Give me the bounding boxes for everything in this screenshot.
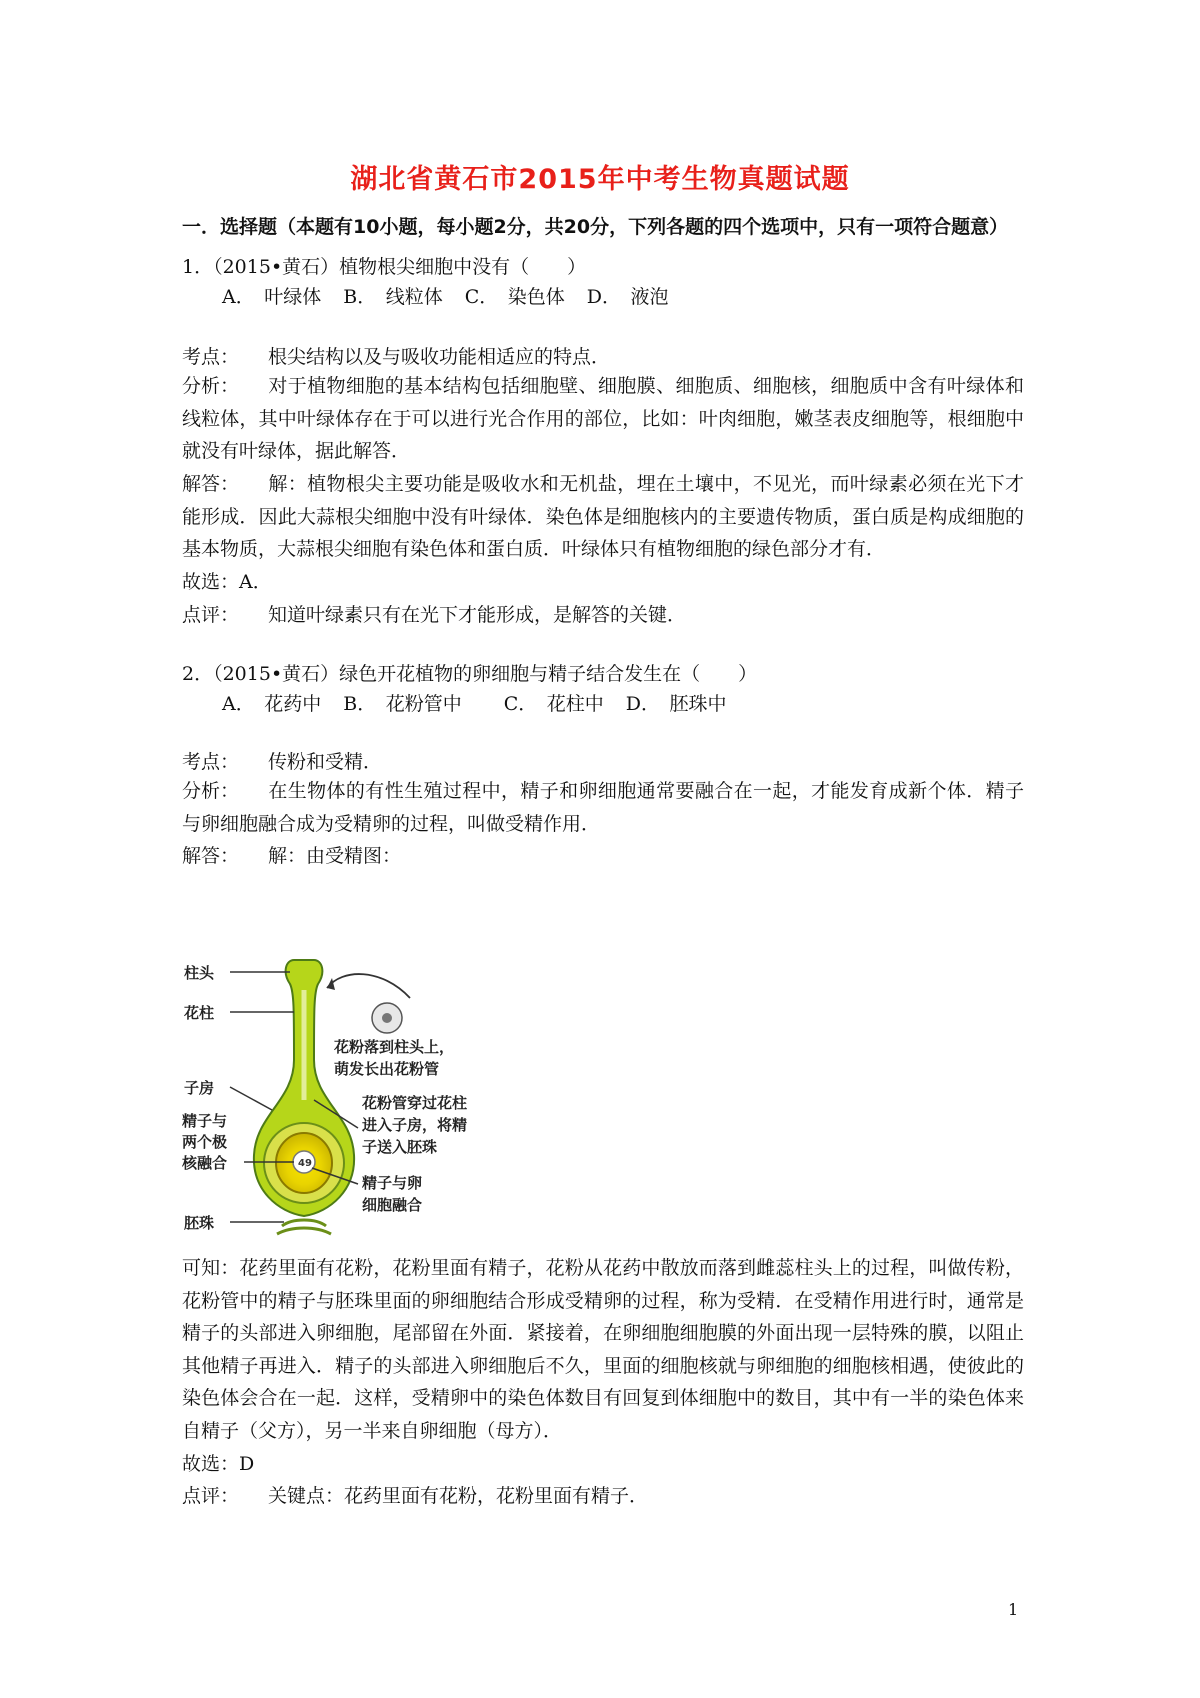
q2-conclusion: 可知：花药里面有花粉，花粉里面有精子，花粉从花药中散放而落到雌蕊柱头上的过程，叫做传粉，花粉管中的精子与胚珠里面的卵细胞结合形成受精卵的过程，称为受精．在受精作用进行时，通常是精子的头部进入卵细胞，尾部留在外面．紧接着，在卵细胞细胞膜的外面出现一层特殊的膜，以阻止其他精子再进入．精子的头部进入卵细胞后不久，里面的细胞核就与卵细胞的细胞核相遇，使彼此的染色体会合在一起．这样，受精卵中的染色体数目有回复到体细胞中的数目，其中有一半的染色体来自精子（父方），另一半来自卵细胞（母方）． [182,1257,1024,1442]
option-a: A． 花药中 [222,693,322,715]
option-a: A． 叶绿体 [222,286,322,308]
section-heading: 一．选择题（本题有10小题，每小题2分，共20分，下列各题的四个选项中，只有一项符合题意） [182,216,1009,238]
svg-text:49: 49 [298,1158,312,1169]
label-style: 花柱 [184,1004,215,1022]
label-into-ovary: 进入子房，将精 [362,1116,468,1134]
arrow-head [327,978,335,990]
question-2-options [222,688,748,720]
question-1-options [222,281,690,313]
dianping-label: 点评： [182,1485,240,1507]
kaodian-text: 传粉和受精． [268,751,383,773]
jieda-text: 解：植物根尖主要功能是吸收水和无机盐，埋在土壤中，不见光，而叶绿素必须在光下才能形成．因此大蒜根尖细胞中没有叶绿体．染色体是细胞核内的主要遗传物质，蛋白质是构成细胞的基本物质，大蒜根尖细胞有染色体和蛋白质．叶绿体只有植物细胞的绿色部分才有． [182,473,1024,560]
q2-jieda [182,840,1022,872]
question-1-stem: 1．（2015•黄石）植物根尖细胞中没有（ ） [182,256,587,278]
option-d: D． 胚珠中 [625,693,727,715]
dianping-text: 知道叶绿素只有在光下才能形成，是解答的关键． [268,604,687,626]
option-d: D． 液泡 [586,286,669,308]
pollen-grain-icon [372,1003,402,1033]
label-stigma: 柱头 [184,964,215,982]
fenxi-label: 分析： [182,780,240,802]
kaodian-text: 根尖结构以及与吸收功能相适应的特点． [268,346,611,368]
kaodian-label: 考点： [182,751,240,773]
question-2-stem: 2．（2015•黄石）绿色开花植物的卵细胞与精子结合发生在（ ） [182,663,758,685]
fenxi-text: 对于植物细胞的基本结构包括细胞壁、细胞膜、细胞质、细胞核，细胞质中含有叶绿体和线粒体，其中叶绿体存在于可以进行光合作用的部位，比如：叶肉细胞，嫩茎表皮细胞等，根细胞中就没有叶绿体，据此解答． [182,375,1024,462]
option-c: C． 花柱中 [503,693,604,715]
option-b: B． 花粉管中 [343,693,462,715]
label-pollen-tube-grows: 萌发长出花粉管 [334,1060,440,1078]
q1-dianping [182,599,1022,631]
label-tube-through-style: 花粉管穿过花柱 [362,1094,468,1112]
jieda-label: 解答： [182,845,240,867]
q2-kaodian [182,746,1022,778]
q2-fenxi [182,775,1024,840]
label-sperm-with: 精子与 [182,1112,228,1130]
option-b: B． 线粒体 [343,286,443,308]
dianping-text: 关键点：花药里面有花粉，花粉里面有精子． [268,1485,649,1507]
pollen-arrow [327,974,410,998]
kaodian-label: 考点： [182,346,240,368]
fenxi-label: 分析： [182,375,240,397]
label-sperm-and-egg: 精子与卵 [362,1174,423,1192]
label-nuclei-fuse: 核融合 [182,1154,228,1172]
q1-kaodian [182,341,1022,373]
jieda-text: 解：由受精图： [268,845,402,867]
q2-dianping [182,1480,1022,1512]
q1-fenxi [182,370,1024,468]
dianping-label: 点评： [182,604,240,626]
q1-jieda [182,468,1024,566]
option-c: C． 染色体 [464,286,565,308]
page-number: 1 [1008,1600,1019,1619]
label-sperm-to-ovule: 子送入胚珠 [362,1138,438,1156]
pistil-shape [254,960,354,1234]
fertilization-diagram [182,950,562,1240]
jieda-label: 解答： [182,473,240,495]
label-pollen-lands: 花粉落到柱头上， [334,1038,455,1056]
fenxi-text: 在生物体的有性生殖过程中，精子和卵细胞通常要融合在一起，才能发育成新个体．精子与卵细胞融合成为受精卵的过程，叫做受精作用． [182,780,1024,835]
label-ovary: 子房 [184,1079,215,1097]
q2-answer: 故选：D [182,1453,255,1475]
q1-answer: 故选：A． [182,571,272,593]
label-ovule: 胚珠 [184,1214,215,1232]
label-cell-fusion: 细胞融合 [362,1196,423,1214]
page-title: 湖北省黄石市2015年中考生物真题试题 [350,164,850,195]
label-two-polar: 两个极 [182,1133,228,1151]
